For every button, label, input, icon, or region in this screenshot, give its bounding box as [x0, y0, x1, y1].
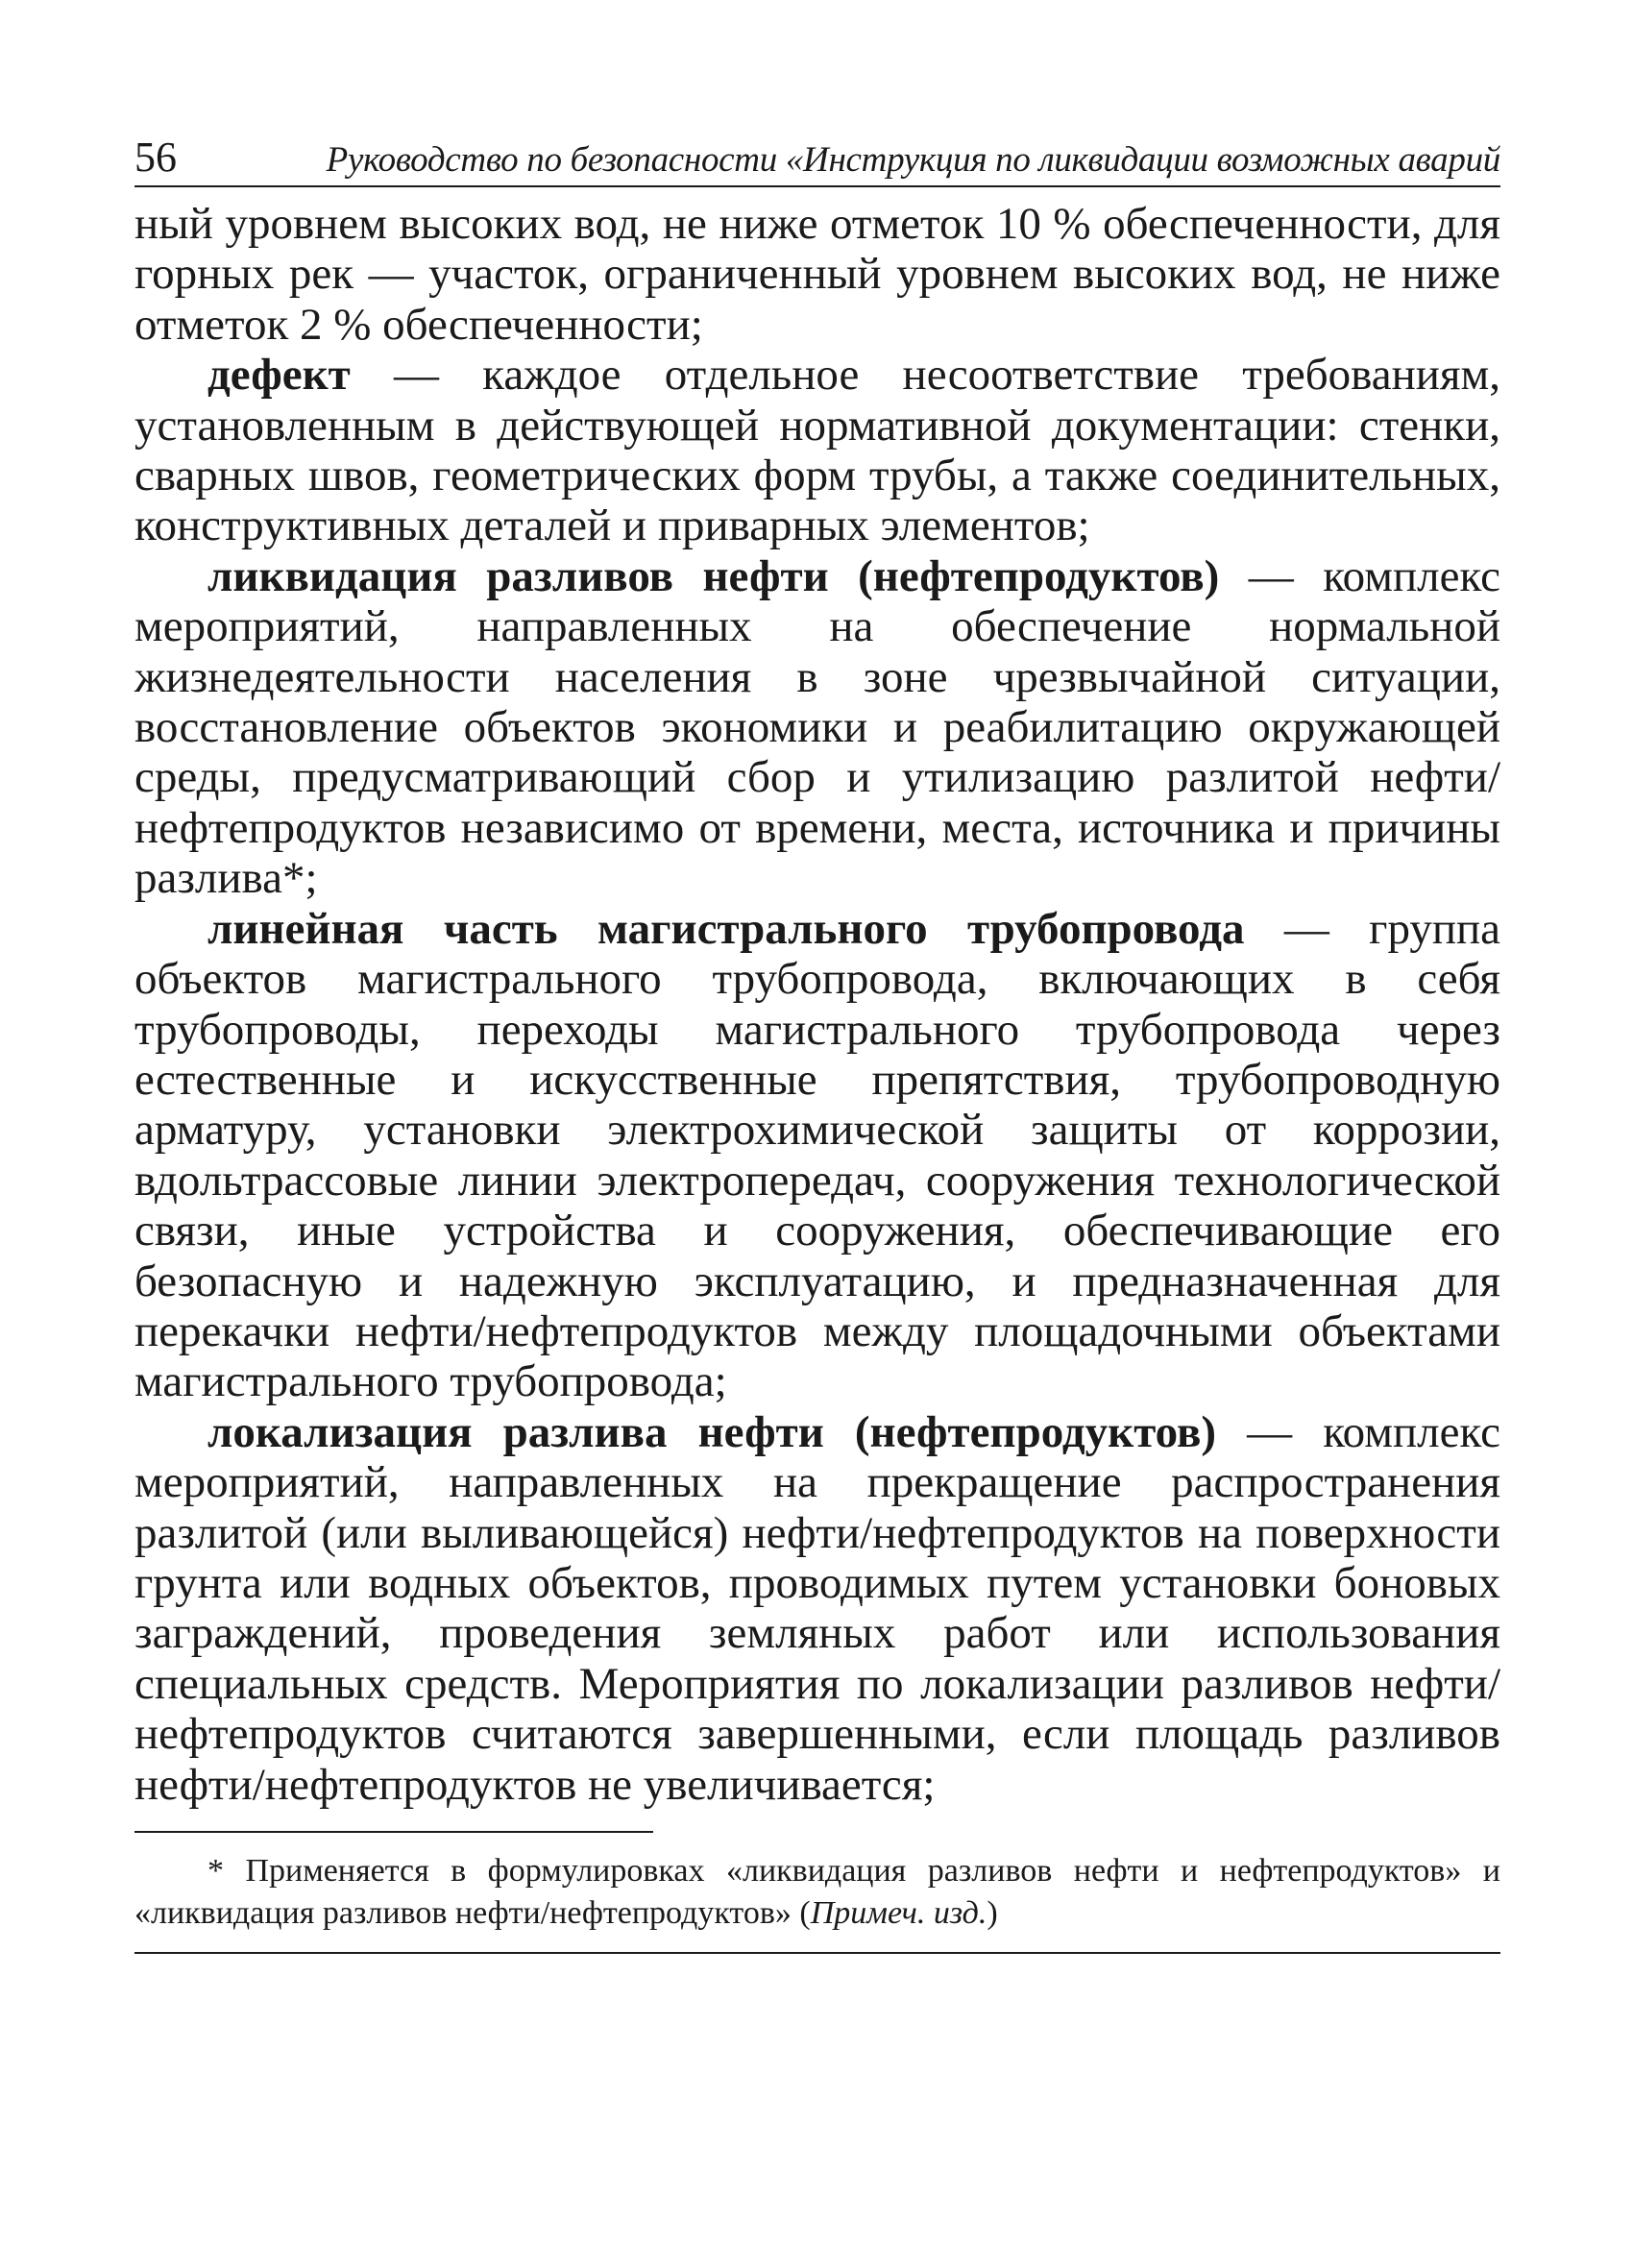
definition-text: — комплекс мероприятий, направленных на обеспечение нормальной жизнедеятельности населения в зоне чрезвычайной ситуации, восстановление объектов экономики и реабилитацию окружающей среды, предусматривающий сбор и утилизацию разлитой нефти/нефтепродуктов независимо от времени, места, источника и причины разлива*;	[134, 550, 1500, 904]
bottom-rule	[134, 1952, 1500, 1954]
footnote-closing: )	[987, 1895, 998, 1931]
definition-text: — каждое отдельное несоответствие требованиям, установленным в действующей нормативной документации: стенки, сварных швов, геометрических форм трубы, а также соединительных, конструктивных деталей и приварных элементов;	[134, 350, 1500, 551]
running-title: Руководство по безопасности «Инструкция по ликвидации возможных аварий	[326, 140, 1500, 180]
footnote-marker: *	[207, 1853, 246, 1889]
definition-text: — группа объектов магистрального трубопровода, включающих в себя трубопроводы, переходы магистрального трубопровода через естественные и искусственные препятствия, трубопроводную арматуру, установки электрохимической защиты от коррозии, вдольтрассовые линии электропередач, сооружения технологической связи, иные устройства и сооружения, обеспечивающие его безопасную и надежную эксплуатацию, и предназначенная для перекачки нефти/нефтепродуктов между площадочными объектами магистрального трубопровода;	[134, 903, 1501, 1407]
footnote-text	[134, 1850, 1500, 1935]
footnote	[134, 1850, 1500, 1935]
paragraph-text: ный уровнем высоких вод, не ниже отметок 10 % обеспеченности, для горных рек — участок, ограниченный уровнем высоких вод, не ниже отметок 2 % обеспеченности;	[134, 199, 1500, 350]
definition-term: линейная часть магистрального трубопровода	[207, 903, 1245, 954]
definition-defect	[134, 350, 1500, 551]
paragraph-continuation	[134, 199, 1500, 350]
document-page	[134, 133, 1500, 1954]
footnote-body: Применяется в формулировках «ликвидация разливов нефти и нефтепродуктов» и «ликвидация разливов нефти/нефтепродуктов» (	[134, 1853, 1501, 1931]
definition-term: ликвидация разливов нефти (нефтепродуктов)	[207, 550, 1220, 601]
body-text	[134, 199, 1500, 1810]
definition-term: дефект	[207, 350, 351, 401]
definition-linear-part	[134, 904, 1500, 1407]
definition-term: локализация разлива нефти (нефтепродуктов)	[207, 1406, 1217, 1457]
definition-text: — комплекс мероприятий, направленных на прекращение распространения разлитой (или выливающейся) нефти/нефтепродуктов на поверхности грунта или водных объектов, проводимых путем установки боновых заграждений, проведения земляных работ или использования специальных средств. Мероприятия по локализации разливов нефти/нефтепродуктов считаются завершенными, если площадь разливов нефти/нефтепродуктов не увеличивается;	[134, 1406, 1500, 1810]
page-number: 56	[134, 134, 177, 181]
running-header	[134, 133, 1500, 187]
editor-note: Примеч. изд.	[810, 1895, 987, 1931]
definition-spill-liquidation	[134, 551, 1500, 904]
definition-spill-localization	[134, 1407, 1500, 1810]
footnote-separator	[134, 1831, 653, 1833]
